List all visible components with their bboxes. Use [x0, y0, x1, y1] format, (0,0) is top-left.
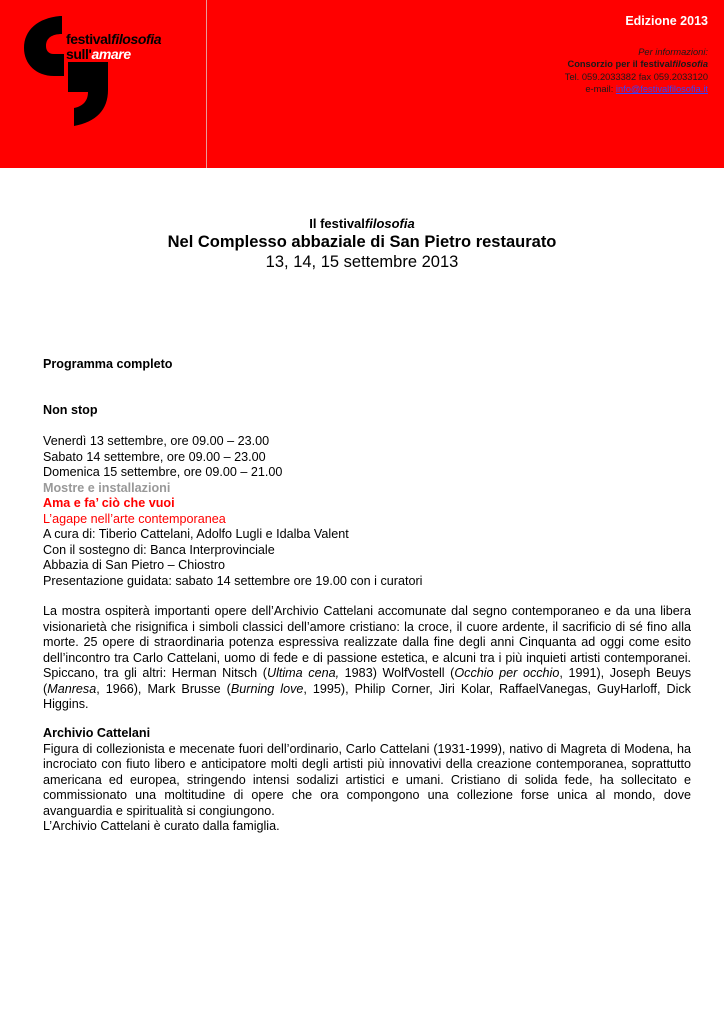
phone-fax: Tel. 059.2033382 fax 059.2033120	[564, 71, 708, 82]
title-festival: Il festivalfilosofia	[309, 216, 415, 231]
logo-wordmark: festivalfilosofia sull'amare	[66, 31, 162, 62]
event-dates: 13, 14, 15 settembre 2013	[265, 253, 459, 271]
category-label: Mostre e installazioni	[43, 480, 171, 495]
info-label: Per informazioni:	[638, 47, 708, 57]
schedule-item: Sabato 14 settembre, ore 09.00 – 23.00	[43, 449, 266, 464]
exhibit-detail: Con il sostegno di: Banca Interprovinciale	[43, 542, 275, 557]
program-body	[43, 434, 691, 589]
archive-text: Figura di collezionista e mecenate fuori dell’ordinario, Carlo Cattelani (1931-1999), nativo di Magreta di Modena, ha incrociato con fiuto libero e anticipatore molti degli artisti più innovativi della creazione contemporanea, soprattutto americana ed europea, stringendo intensi sodalizi artistici e umani. Cristiano di solida fede, ha sollecitato e commissionato una moltitudine di opere che ora compongono una collezione forse unica al mondo, dove avanguardia e spiritualità si congiungono.	[43, 741, 691, 818]
exhibit-detail: Abbazia di San Pietro – Chiostro	[43, 558, 226, 572]
email-line: e-mail: info@festivalfilosofia.it	[585, 84, 708, 95]
archive-heading: Archivio Cattelani	[43, 726, 151, 740]
exhibit-subtitle: L’agape nell’arte contemporanea	[43, 511, 226, 526]
exhibit-title: Ama e fa’ ciò che vuoi	[43, 496, 175, 510]
nonstop-heading: Non stop	[43, 403, 98, 417]
edition-label: Edizione 2013	[625, 14, 708, 28]
contact-info	[565, 46, 708, 96]
email-link[interactable]: info@festivalfilosofia.it	[615, 84, 708, 95]
exhibit-description: La mostra ospiterà importanti opere dell’Archivio Cattelani accomunate dal segno contemporaneo e da una libera visionarietà che risignifica i simboli classici dell’amore cristiano: la croce, il cuore ardente, il sacrificio di sé fino alla morte. 25 opere di straordinaria potenza espressiva realizzate dalla fine degli anni Cinquanta ad oggi come esito dell’incontro tra Carlo Cattelani, uomo di fede e di passione estetica, e alcuni tra i più inquieti artisti contemporanei. Spiccano, tra gli altri: Herman Nitsch (Ultima cena, 1983) WolfVostell (Occhio per occhio, 1991), Joseph Beuys (Manresa, 1966), Mark Brusse (Burning love, 1995), Philip Corner, Jiri Kolar, RaffaelVanegas, GuyHarloff, Dick Higgins.	[43, 604, 691, 711]
page-title: Nel Complesso abbaziale di San Pietro restaurato	[167, 233, 557, 251]
exhibit-detail: Presentazione guidata: sabato 14 settembre ore 19.00 con i curatori	[43, 573, 423, 588]
schedule-item: Domenica 15 settembre, ore 09.00 – 21.00	[43, 465, 283, 479]
exhibit-detail: A cura di: Tiberio Cattelani, Adolfo Lugli e Idalba Valent	[43, 527, 349, 541]
archive-note: L’Archivio Cattelani è curato dalla famiglia.	[43, 819, 280, 833]
header-banner	[0, 0, 724, 168]
program-heading: Programma completo	[43, 357, 173, 371]
title-block	[0, 216, 724, 273]
archive-section	[43, 726, 691, 835]
consortium-name: Consorzio per il festivalfilosofia	[567, 59, 708, 70]
header-divider	[206, 0, 207, 168]
schedule-item: Venerdì 13 settembre, ore 09.00 – 23.00	[43, 434, 270, 448]
